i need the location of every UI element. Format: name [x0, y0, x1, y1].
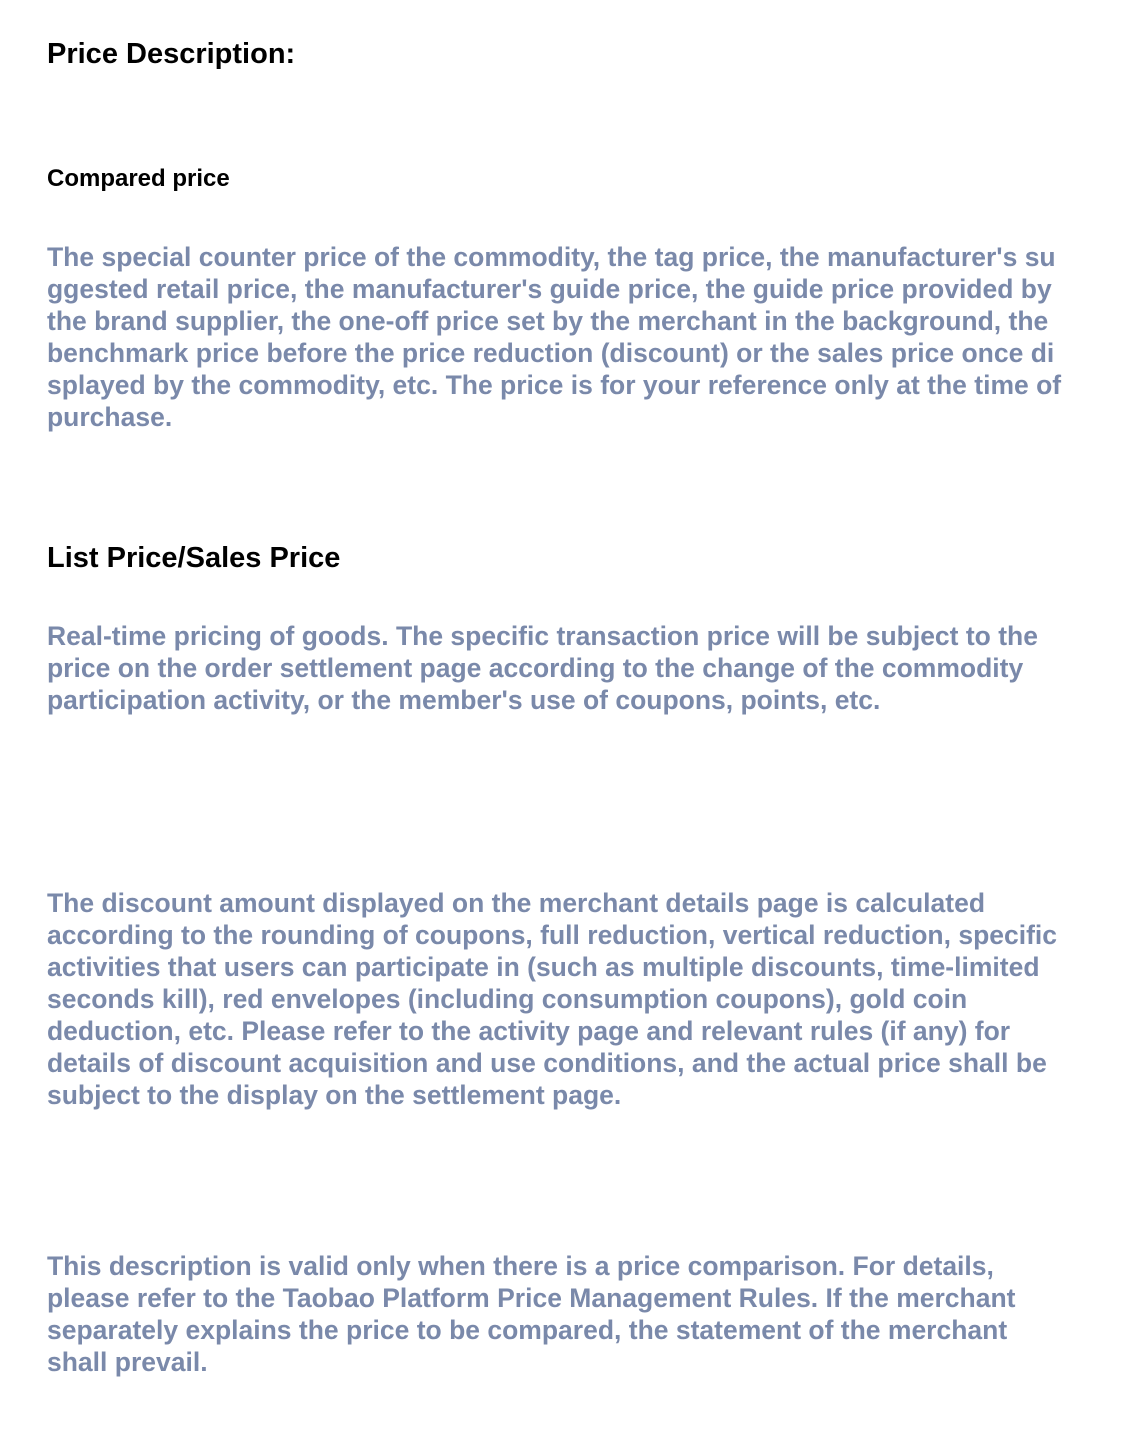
list-price-heading: List Price/Sales Price — [47, 542, 341, 574]
price-description-page — [47, 0, 1067, 1446]
discount-note: The discount amount displayed on the merchant details page is calculated according to the rounding of coupons, full reduction, vertical reduction, specific activities that users can participate in (such as multiple discounts, time-limited seconds kill), red envelopes (including consumption coupons), gold coin deduction, etc. Please refer to the activity page and relevant rules (if any) for details of discount acquisition and use conditions, and the actual price shall be subject to the display on the settlement page. — [47, 888, 1058, 1110]
compared-price-description: The special counter price of the commodity, the tag price, the manufacturer's suggested retail price, the manufacturer's guide price, the guide price provided by the brand supplier, the one-off price set by the merchant in the background, the benchmark price before the price reduction (discount) or the sales price once displayed by the commodity, etc. The price is for your reference only at the time of purchase. — [47, 242, 1062, 432]
list-price-description: Real-time pricing of goods. The specific transaction price will be subject to the price on the order settlement page according to the change of the commodity participation activity, or the member's use of coupons, points, etc. — [47, 621, 1038, 715]
compared-price-heading: Compared price — [47, 165, 230, 192]
validity-note: This description is valid only when there is a price comparison. For details, please refer to the Taobao Platform Price Management Rules. If the merchant separately explains the price to be compared, the statement of the merchant shall prevail. — [47, 1251, 1016, 1377]
page-title: Price Description: — [47, 38, 296, 70]
